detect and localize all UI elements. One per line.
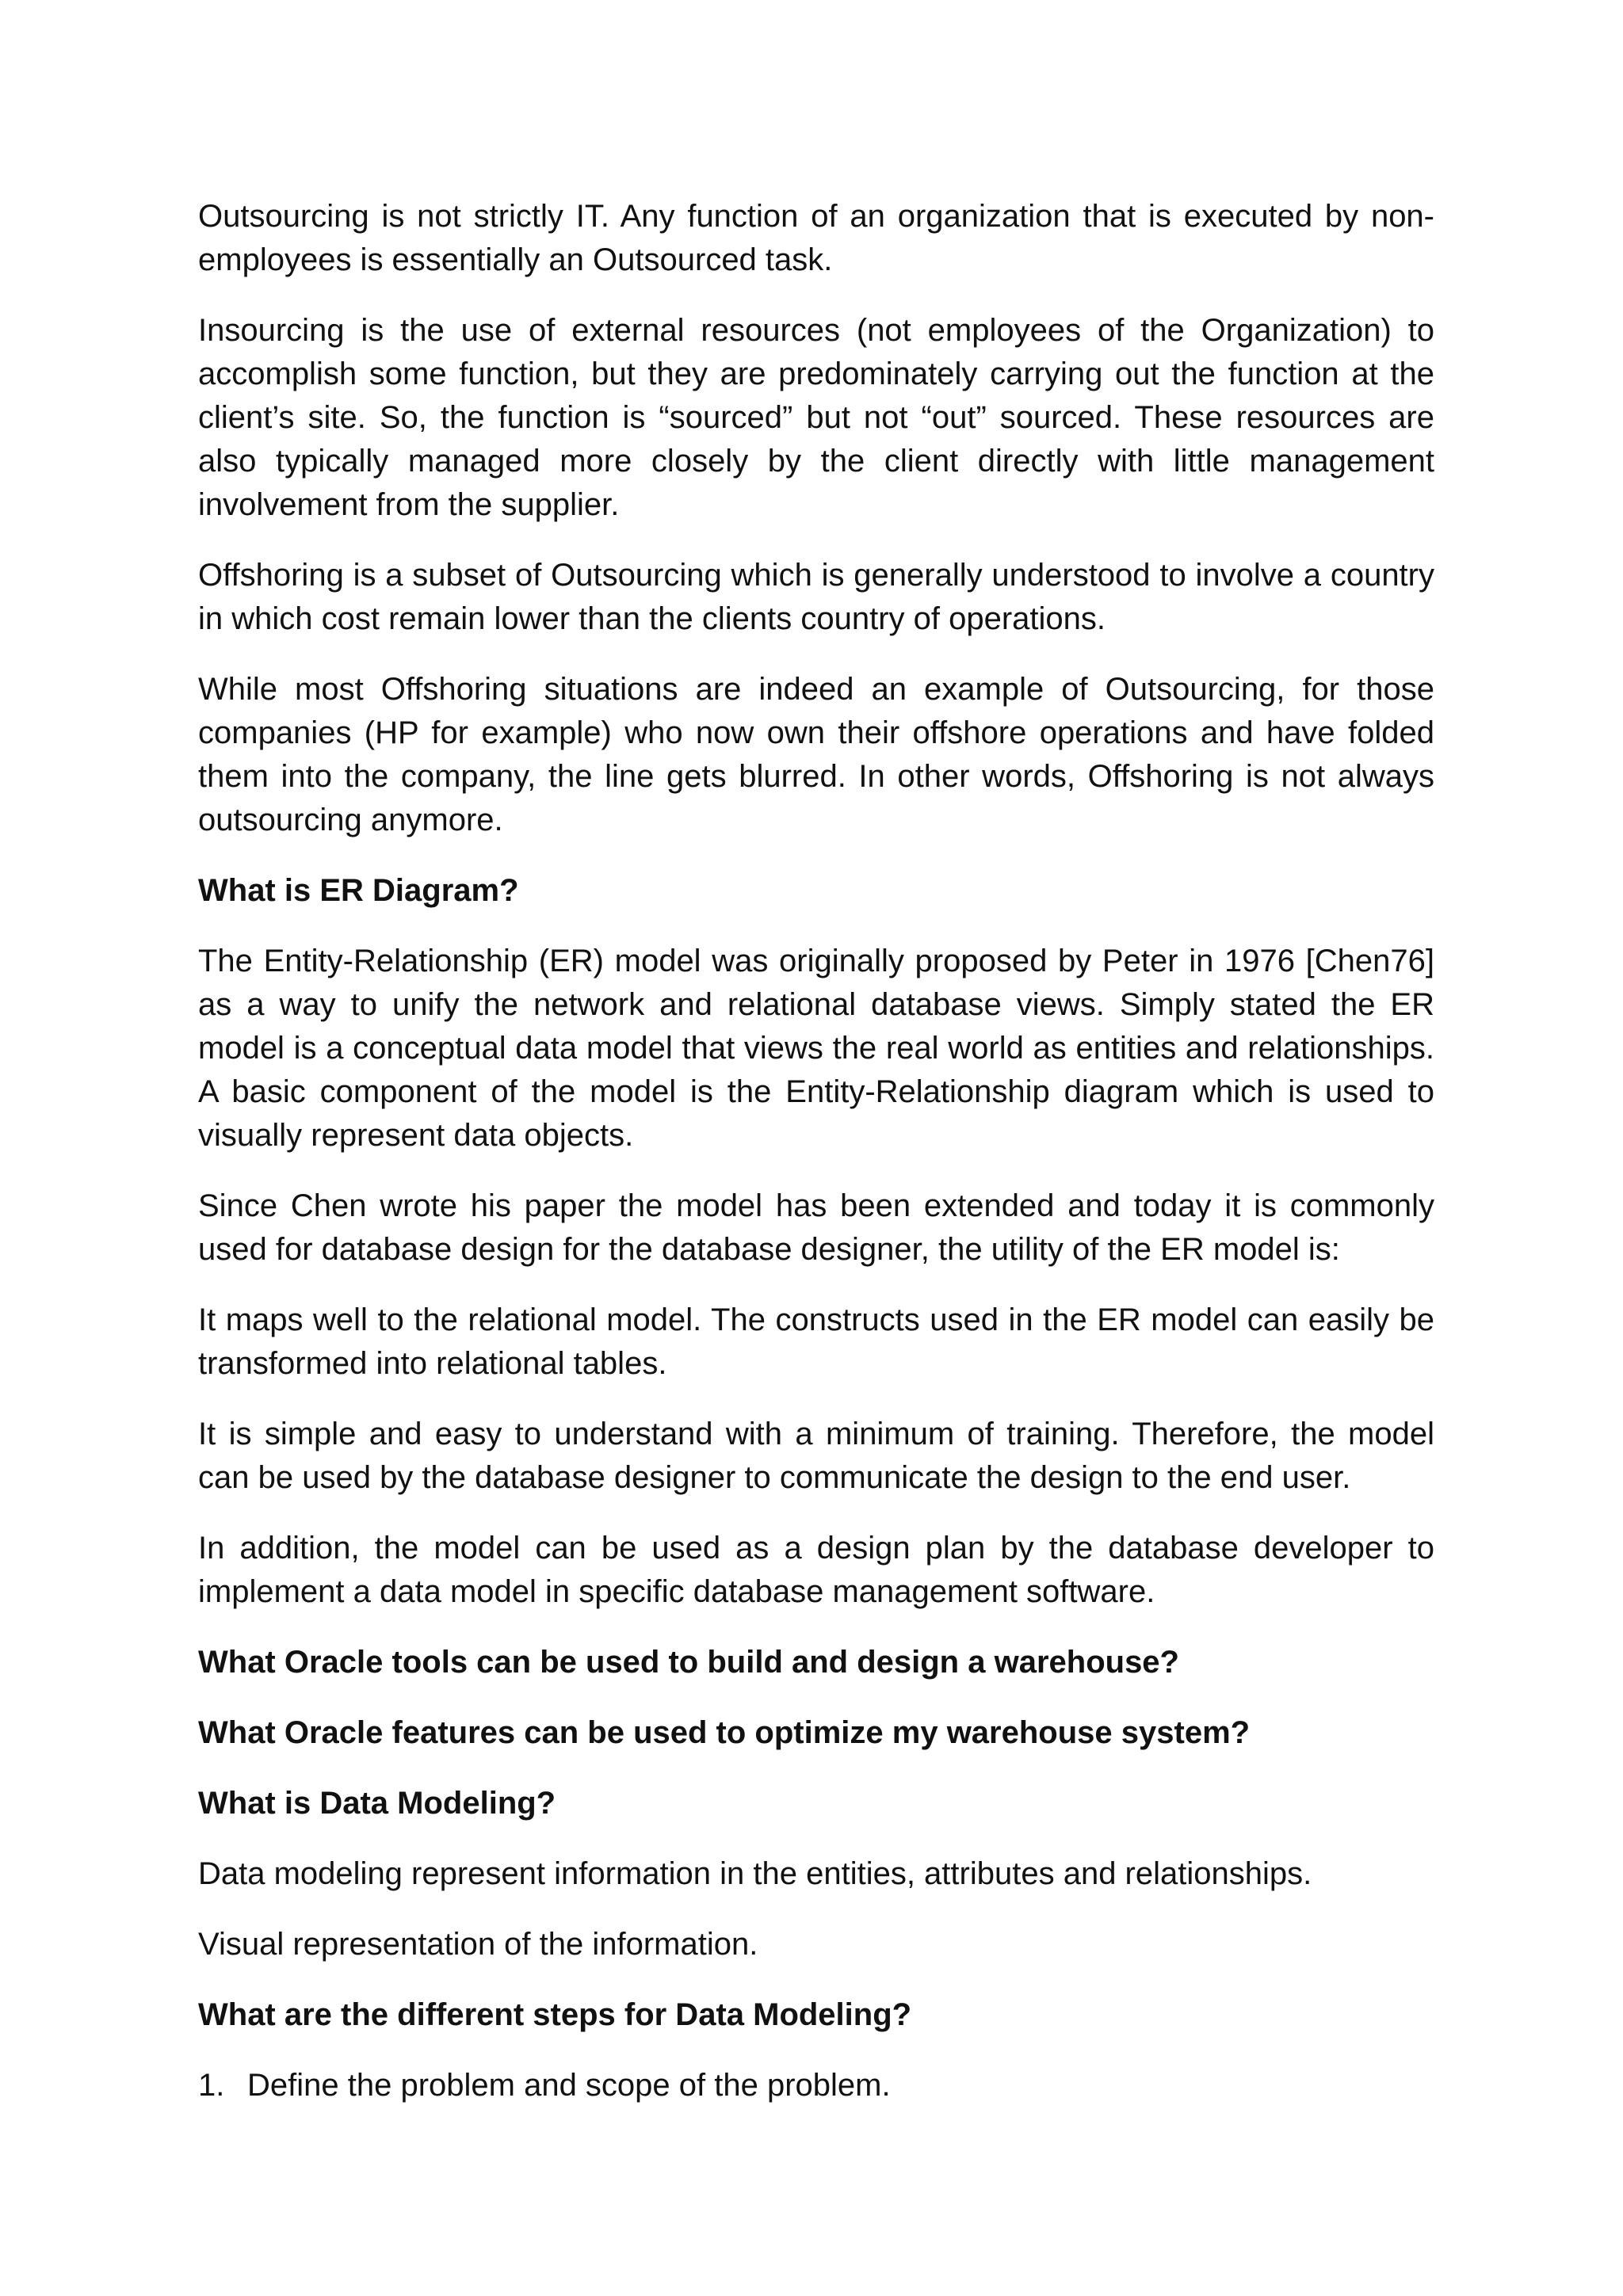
paragraph-simple-to-understand: It is simple and easy to understand with a minimum of training. Therefore, the model can be used by the database designer to communicate the design to the end user. bbox=[198, 1417, 1434, 1495]
steps-list bbox=[198, 2064, 1434, 2107]
list-item-text: Define the problem and scope of the problem. bbox=[247, 2068, 891, 2103]
paragraph-data-modeling: Data modeling represent information in the entities, attributes and relationships. bbox=[198, 1856, 1312, 1891]
list-item-number: 1. bbox=[198, 2068, 225, 2103]
document-page bbox=[198, 195, 1434, 2107]
paragraph-visual-representation: Visual representation of the information. bbox=[198, 1927, 758, 1962]
heading-data-modeling-steps: What are the different steps for Data Modeling? bbox=[198, 1997, 912, 2032]
paragraph-offshoring: Offshoring is a subset of Outsourcing which is generally understood to involve a country in which cost remain lower than the clients country of operations. bbox=[198, 558, 1434, 636]
paragraph-er-utility: Since Chen wrote his paper the model has been extended and today it is commonly used for database design for the database designer, the utility of the ER model is: bbox=[198, 1188, 1434, 1267]
paragraph-relational-mapping: It maps well to the relational model. The constructs used in the ER model can easily be transformed into relational tables. bbox=[198, 1302, 1434, 1381]
list-item bbox=[198, 2064, 1434, 2107]
paragraph-outsourcing: Outsourcing is not strictly IT. Any function of an organization that is executed by non-employees is essentially an Outsourced task. bbox=[198, 199, 1434, 277]
heading-er-diagram: What is ER Diagram? bbox=[198, 873, 519, 908]
paragraph-offshoring-examples: While most Offshoring situations are indeed an example of Outsourcing, for those companies (HP for example) who now own their offshore operations and have folded them into the company, the line gets blurred. In other words, Offshoring is not always outsourcing anymore. bbox=[198, 672, 1434, 837]
heading-oracle-features: What Oracle features can be used to optimize my warehouse system? bbox=[198, 1715, 1251, 1750]
paragraph-insourcing: Insourcing is the use of external resources (not employees of the Organization) to accomplish some function, but they are predominately carrying out the function at the client’s site. So, the function is “sourced” but not “out” sourced. These resources are also typically managed more closely by the client directly with little management involvement from the supplier. bbox=[198, 313, 1434, 522]
heading-oracle-tools: What Oracle tools can be used to build and design a warehouse? bbox=[198, 1645, 1179, 1680]
paragraph-er-model: The Entity-Relationship (ER) model was originally proposed by Peter in 1976 [Chen76] as a way to unify the network and relational database views. Simply stated the ER model is a conceptual data model that views the real world as entities and relationships. A basic component of the model is the Entity-Relationship diagram which is used to visually represent data objects. bbox=[198, 944, 1434, 1153]
heading-data-modeling: What is Data Modeling? bbox=[198, 1786, 556, 1821]
paragraph-design-plan: In addition, the model can be used as a design plan by the database developer to implement a data model in specific database management software. bbox=[198, 1531, 1434, 1609]
